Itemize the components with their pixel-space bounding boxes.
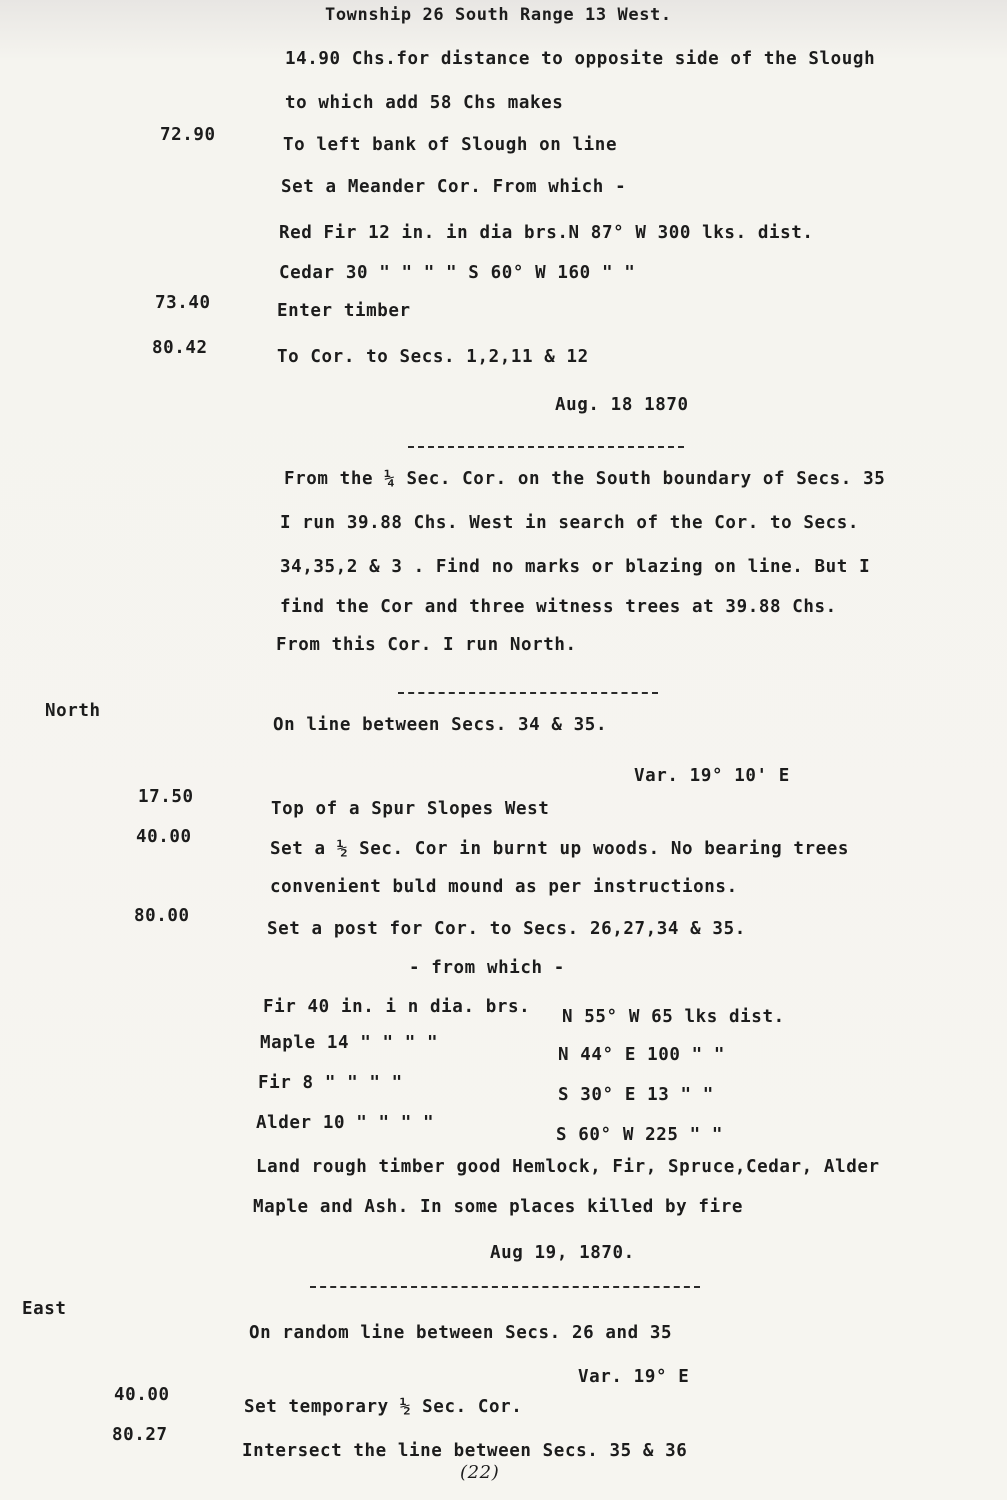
variation-label: Var. 19° E — [578, 1367, 690, 1387]
paragraph-line: find the Cor and three witness trees at 39.88 Chs. — [280, 597, 837, 617]
text-line: Set a Meander Cor. From which - — [281, 177, 627, 197]
bearing-tree-direction: S 30° E 13 " " — [558, 1085, 714, 1105]
section-title: On random line between Secs. 26 and 35 — [249, 1323, 673, 1343]
text-line: Intersect the line between Secs. 35 & 36 — [242, 1441, 688, 1461]
text-line: - from which - — [409, 958, 565, 978]
direction-label: East — [22, 1299, 67, 1319]
page-number: (22) — [460, 1462, 500, 1483]
text-line: Set a post for Cor. to Secs. 26,27,34 & 35. — [267, 919, 746, 939]
variation-label: Var. 19° 10' E — [634, 766, 790, 786]
chain-distance: 80.42 — [152, 338, 208, 358]
bearing-tree-direction: N 55° W 65 lks dist. — [562, 1007, 785, 1027]
text-line: Set a ½ Sec. Cor in burnt up woods. No bearing trees — [270, 839, 850, 859]
page-header: Township 26 South Range 13 West. — [325, 5, 672, 25]
direction-label: North — [45, 701, 101, 721]
bearing-tree-direction: S 60° W 225 " " — [556, 1125, 724, 1145]
chain-distance: 40.00 — [136, 827, 192, 847]
paragraph-line: From this Cor. I run North. — [276, 635, 577, 655]
bearing-tree-desc: Fir 40 in. i n dia. brs. — [263, 997, 531, 1017]
text-line: To Cor. to Secs. 1,2,11 & 12 — [277, 347, 589, 367]
paragraph-line: 34,35,2 & 3 . Find no marks or blazing on line. But I — [280, 557, 871, 577]
text-line: 14.90 Chs.for distance to opposite side of the Slough — [285, 49, 876, 69]
text-line: Land rough timber good Hemlock, Fir, Spruce,Cedar, Alder — [256, 1157, 880, 1177]
chain-distance: 73.40 — [155, 293, 211, 313]
text-line: Red Fir 12 in. in dia brs.N 87° W 300 lks. dist. — [279, 223, 814, 243]
chain-distance: 17.50 — [138, 787, 194, 807]
bearing-tree-desc: Maple 14 " " " " — [260, 1033, 439, 1053]
bearing-tree-desc: Fir 8 " " " " — [258, 1073, 403, 1093]
text-line: Maple and Ash. In some places killed by fire — [253, 1197, 743, 1217]
text-line: convenient buld mound as per instructions. — [270, 877, 738, 897]
dashed-divider — [310, 1286, 700, 1288]
text-line: Cedar 30 " " " " S 60° W 160 " " — [279, 263, 636, 283]
chain-distance: 80.27 — [112, 1425, 168, 1445]
chain-distance: 72.90 — [160, 125, 216, 145]
date-line: Aug. 18 1870 — [555, 395, 689, 415]
section-title: On line between Secs. 34 & 35. — [273, 715, 608, 735]
chain-distance: 40.00 — [114, 1385, 170, 1405]
text-line: Set temporary ½ Sec. Cor. — [244, 1397, 523, 1417]
text-line: to which add 58 Chs makes — [285, 93, 564, 113]
dashed-divider — [408, 446, 684, 448]
bearing-tree-direction: N 44° E 100 " " — [558, 1045, 726, 1065]
text-line: Enter timber — [277, 301, 411, 321]
date-line: Aug 19, 1870. — [490, 1243, 635, 1263]
paragraph-line: I run 39.88 Chs. West in search of the Cor. to Secs. — [280, 513, 860, 533]
text-line: To left bank of Slough on line — [283, 135, 618, 155]
dashed-divider — [398, 692, 658, 694]
paragraph-line: From the ¼ Sec. Cor. on the South boundary of Secs. 35 — [284, 469, 886, 489]
chain-distance: 80.00 — [134, 906, 190, 926]
text-line: Top of a Spur Slopes West — [271, 799, 550, 819]
bearing-tree-desc: Alder 10 " " " " — [256, 1113, 435, 1133]
